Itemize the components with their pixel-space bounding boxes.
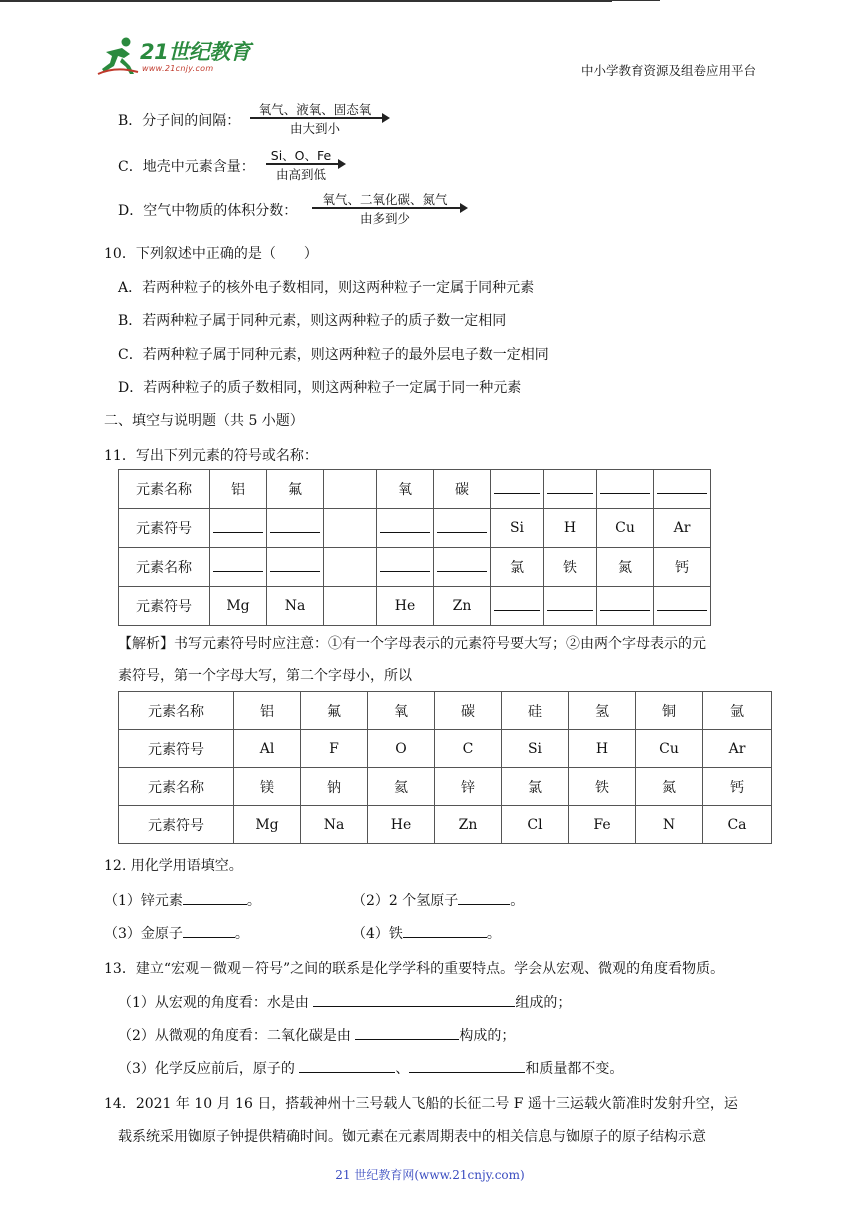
arrow-head-icon bbox=[382, 113, 390, 123]
arrow-above-text: 氧气、液氧、固态氧 bbox=[258, 102, 372, 117]
table-cell: O bbox=[368, 730, 435, 768]
table-cell: Mg bbox=[210, 587, 267, 626]
answer-blank[interactable] bbox=[270, 558, 320, 572]
answer-blank[interactable] bbox=[437, 519, 487, 533]
table-cell: 钠 bbox=[301, 768, 368, 806]
row-header-cell: 元素名称 bbox=[119, 692, 234, 730]
table-cell: 氯 bbox=[491, 548, 544, 587]
table-cell: Cu bbox=[597, 509, 654, 548]
table-cell: 氮 bbox=[636, 768, 703, 806]
table-cell: 硅 bbox=[502, 692, 569, 730]
q13-item-3: （3）化学反应前后，原子的 、 和质量都不变。 bbox=[118, 1061, 624, 1077]
header-platform-title: 中小学教育资源及组卷应用平台 bbox=[580, 63, 756, 78]
arrow-head-icon bbox=[338, 159, 346, 169]
footer-divider bbox=[0, 1, 612, 2]
answer-blank-cell bbox=[210, 548, 267, 587]
answer-blank[interactable] bbox=[409, 1059, 525, 1073]
answer-blank-cell bbox=[267, 509, 324, 548]
answer-blank-cell bbox=[491, 470, 544, 509]
table-cell: Zn bbox=[435, 806, 502, 844]
arrow-below-text: 由高到低 bbox=[275, 167, 326, 182]
answer-blank[interactable] bbox=[403, 924, 487, 938]
table-cell bbox=[324, 470, 377, 509]
row-header-cell: 元素符号 bbox=[119, 730, 234, 768]
q12-stem: 12. 用化学用语填空。 bbox=[104, 858, 243, 874]
table-cell: H bbox=[544, 509, 597, 548]
answer-blank[interactable] bbox=[600, 480, 650, 494]
answer-blank[interactable] bbox=[213, 558, 263, 572]
q11-analysis-line2: 素符号，第一个字母大写，第二个字母小，所以 bbox=[118, 668, 412, 684]
q9-option-b bbox=[118, 110, 240, 130]
answer-blank-cell bbox=[544, 587, 597, 626]
table-row bbox=[119, 730, 772, 768]
logo-text: 21世纪教育 bbox=[140, 40, 251, 64]
table-cell: 氢 bbox=[569, 692, 636, 730]
q10-option-a: A．若两种粒子的核外电子数相同，则这两种粒子一定属于同种元素 bbox=[118, 280, 535, 296]
q9-option-d-arrow bbox=[312, 190, 468, 228]
footer-link[interactable]: 21 世纪教育网(www.21cnjy.com) bbox=[335, 1168, 525, 1182]
answer-blank[interactable] bbox=[657, 480, 707, 494]
q13-item-1: （1）从宏观的角度看：水是由 组成的； bbox=[118, 995, 572, 1011]
table-row bbox=[119, 548, 711, 587]
q10-stem: 10．下列叙述中正确的是（ ） bbox=[104, 246, 318, 262]
table-cell: H bbox=[569, 730, 636, 768]
q9-option-c bbox=[118, 156, 255, 176]
table-cell: 氧 bbox=[368, 692, 435, 730]
row-header-cell: 元素符号 bbox=[119, 806, 234, 844]
table-cell: 铝 bbox=[210, 470, 267, 509]
answer-blank-cell bbox=[377, 509, 434, 548]
table-cell: Al bbox=[234, 730, 301, 768]
q9-option-b-arrow bbox=[250, 100, 390, 138]
table-cell: 氦 bbox=[368, 768, 435, 806]
answer-blank[interactable] bbox=[600, 597, 650, 611]
q9-option-c-text: C．地壳中元素含量： bbox=[118, 159, 255, 175]
answer-blank-cell bbox=[491, 587, 544, 626]
answer-blank[interactable] bbox=[657, 597, 707, 611]
table-cell bbox=[324, 587, 377, 626]
q9-option-d bbox=[118, 200, 297, 220]
table-cell: 氮 bbox=[597, 548, 654, 587]
table-cell: 氩 bbox=[703, 692, 772, 730]
answer-blank-cell bbox=[544, 470, 597, 509]
answer-blank-cell bbox=[597, 470, 654, 509]
table-cell: Mg bbox=[234, 806, 301, 844]
q10-option-d: D．若两种粒子的质子数相同，则这两种粒子一定属于同一种元素 bbox=[118, 380, 522, 396]
q14-line2: 载系统采用铷原子钟提供精确时间。铷元素在元素周期表中的相关信息与铷原子的原子结构示意 bbox=[118, 1129, 706, 1145]
row-header-cell: 元素名称 bbox=[119, 768, 234, 806]
answer-blank-cell bbox=[377, 548, 434, 587]
q11-stem: 11．写出下列元素的符号或名称： bbox=[104, 448, 318, 464]
q13-item-2: （2）从微观的角度看：二氧化碳是由 构成的； bbox=[118, 1028, 516, 1044]
table-cell: 碳 bbox=[434, 470, 491, 509]
answer-blank[interactable] bbox=[213, 519, 263, 533]
table-cell: Ar bbox=[654, 509, 711, 548]
table-cell: 铜 bbox=[636, 692, 703, 730]
arrow-above-text: 氧气、二氧化碳、氮气 bbox=[322, 192, 448, 207]
q11-exercise-table bbox=[118, 469, 711, 626]
table-cell bbox=[324, 548, 377, 587]
q9-option-b-text: B．分子间的间隔： bbox=[118, 113, 241, 129]
table-cell: Cu bbox=[636, 730, 703, 768]
answer-blank-cell bbox=[654, 587, 711, 626]
table-cell: 氯 bbox=[502, 768, 569, 806]
row-header-cell: 元素名称 bbox=[119, 548, 210, 587]
row-header-cell: 元素符号 bbox=[119, 587, 210, 626]
answer-blank[interactable] bbox=[547, 597, 593, 611]
answer-blank[interactable] bbox=[355, 1026, 459, 1040]
table-cell: He bbox=[377, 587, 434, 626]
arrow-head-icon bbox=[460, 203, 468, 213]
q11-analysis-line1: 【解析】书写元素符号时应注意：①有一个字母表示的元素符号要大写；②由两个字母表示的元 bbox=[118, 636, 706, 652]
section-heading: 二、填空与说明题（共 5 小题） bbox=[104, 413, 304, 429]
table-cell: C bbox=[435, 730, 502, 768]
table-cell: F bbox=[301, 730, 368, 768]
answer-blank-cell bbox=[210, 509, 267, 548]
table-cell: 碳 bbox=[435, 692, 502, 730]
table-cell: 铝 bbox=[234, 692, 301, 730]
table-cell: Si bbox=[502, 730, 569, 768]
q9-option-d-text: D．空气中物质的体积分数： bbox=[118, 203, 298, 219]
table-cell: Na bbox=[267, 587, 324, 626]
table-cell: N bbox=[636, 806, 703, 844]
arrow-below-text: 由大到小 bbox=[289, 121, 340, 136]
answer-blank-cell bbox=[654, 470, 711, 509]
table-cell: 钙 bbox=[654, 548, 711, 587]
q10-option-c: C．若两种粒子属于同种元素，则这两种粒子的最外层电子数一定相同 bbox=[118, 347, 549, 363]
answer-blank-cell bbox=[267, 548, 324, 587]
table-row bbox=[119, 509, 711, 548]
table-cell: 镁 bbox=[234, 768, 301, 806]
row-header-cell: 元素符号 bbox=[119, 509, 210, 548]
q12-item-2: （2）2 个氢原子 。 bbox=[352, 893, 525, 909]
q11-answer-table bbox=[118, 691, 772, 844]
table-cell: Ca bbox=[703, 806, 772, 844]
answer-blank[interactable] bbox=[299, 1059, 395, 1073]
table-cell: Zn bbox=[434, 587, 491, 626]
table-cell: 铁 bbox=[544, 548, 597, 587]
row-header-cell: 元素名称 bbox=[119, 470, 210, 509]
table-cell: Ar bbox=[703, 730, 772, 768]
table-cell: Cl bbox=[502, 806, 569, 844]
answer-blank-cell bbox=[434, 548, 491, 587]
site-logo bbox=[96, 36, 256, 78]
answer-blank[interactable] bbox=[380, 558, 430, 572]
answer-blank[interactable] bbox=[437, 558, 487, 572]
table-cell bbox=[324, 509, 377, 548]
q12-item-3: （3）金原子 。 bbox=[104, 926, 249, 942]
table-cell: He bbox=[368, 806, 435, 844]
table-cell: 钙 bbox=[703, 768, 772, 806]
table-row bbox=[119, 692, 772, 730]
logo-url: www.21cnjy.com bbox=[142, 64, 214, 73]
table-row bbox=[119, 470, 711, 509]
answer-blank[interactable] bbox=[183, 891, 247, 905]
q12-item-4: （4）铁 。 bbox=[352, 926, 501, 942]
table-cell: Na bbox=[301, 806, 368, 844]
answer-blank-cell bbox=[434, 509, 491, 548]
answer-blank[interactable] bbox=[380, 519, 430, 533]
table-row bbox=[119, 768, 772, 806]
table-cell: 锌 bbox=[435, 768, 502, 806]
q12-item-1: （1）锌元素 。 bbox=[104, 893, 261, 909]
table-cell: 铁 bbox=[569, 768, 636, 806]
answer-blank-cell bbox=[597, 587, 654, 626]
arrow-below-text: 由多到少 bbox=[359, 211, 410, 226]
q13-stem: 13．建立“宏观－微观－符号”之间的联系是化学学科的重要特点。学会从宏观、微观的角度看物质。 bbox=[104, 961, 725, 977]
table-row bbox=[119, 806, 772, 844]
arrow-above-text: Si、O、Fe bbox=[270, 148, 332, 163]
q14-line1: 14．2021 年 10 月 16 日，搭载神州十三号载人飞船的长征二号 F 遥十三运载火箭准时发射升空，运 bbox=[104, 1096, 738, 1112]
q10-option-b: B．若两种粒子属于同种元素，则这两种粒子的质子数一定相同 bbox=[118, 313, 507, 329]
answer-blank[interactable] bbox=[270, 519, 320, 533]
answer-blank[interactable] bbox=[494, 597, 540, 611]
table-cell: 氟 bbox=[267, 470, 324, 509]
runner-logo-icon bbox=[96, 36, 140, 76]
answer-blank[interactable] bbox=[494, 480, 540, 494]
table-cell: 氟 bbox=[301, 692, 368, 730]
q9-option-c-arrow bbox=[266, 146, 346, 184]
answer-blank[interactable] bbox=[313, 993, 515, 1007]
answer-blank[interactable] bbox=[183, 924, 235, 938]
answer-blank[interactable] bbox=[547, 480, 593, 494]
table-cell: Si bbox=[491, 509, 544, 548]
table-cell: 氧 bbox=[377, 470, 434, 509]
table-cell: Fe bbox=[569, 806, 636, 844]
table-row bbox=[119, 587, 711, 626]
answer-blank[interactable] bbox=[458, 891, 510, 905]
